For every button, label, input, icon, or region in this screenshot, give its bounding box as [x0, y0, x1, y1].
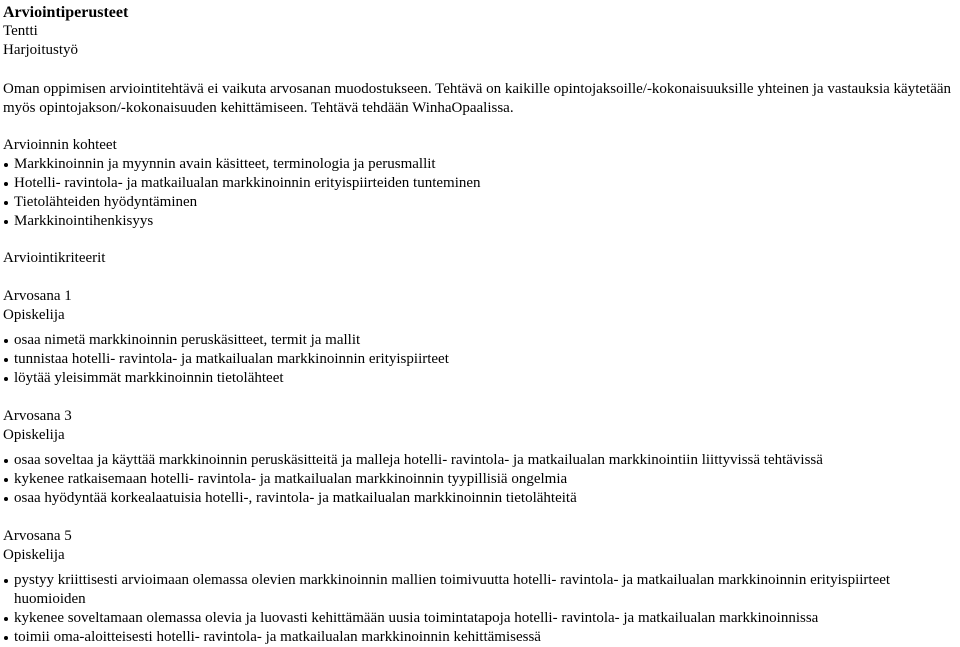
grade5-subject: Opiskelija — [3, 547, 65, 563]
page-title: Arviointiperusteet — [3, 4, 129, 21]
document-page — [3, 3, 958, 647]
list-item: pystyy kriittisesti arvioimaan olemassa olevien markkinoinnin mallien toimivuutta hotelli- ravintola- ja matkailualan markkinoinnin erityispiirteet huomioiden — [3, 571, 958, 609]
criteria-heading: Arviointikriteerit — [3, 250, 106, 266]
grade1-subject: Opiskelija — [3, 307, 65, 323]
assessment-method-exam: Tentti — [3, 23, 38, 39]
grade1-heading: Arvosana 1 — [3, 288, 72, 304]
list-item: Markkinoinnin ja myynnin avain käsitteet, terminologia ja perusmallit — [3, 155, 958, 174]
list-item: tunnistaa hotelli- ravintola- ja matkailualan markkinoinnin erityispiirteet — [3, 350, 958, 369]
grade5-heading: Arvosana 5 — [3, 528, 72, 544]
grade3-heading: Arvosana 3 — [3, 408, 72, 424]
assessment-method-assignment: Harjoitustyö — [3, 42, 78, 58]
grade3-list — [3, 451, 958, 508]
list-item: kykenee soveltamaan olemassa olevia ja luovasti kehittämään uusia toimintatapoja hotelli- ravintola- ja matkailualan markkinoinnissa — [3, 609, 958, 628]
targets-heading: Arvioinnin kohteet — [3, 137, 117, 153]
grade1-list — [3, 331, 958, 388]
targets-list — [3, 155, 958, 231]
list-item: Hotelli- ravintola- ja matkailualan markkinoinnin erityispiirteiden tunteminen — [3, 174, 958, 193]
list-item: osaa nimetä markkinoinnin peruskäsitteet, termit ja mallit — [3, 331, 958, 350]
list-item: osaa hyödyntää korkealaatuisia hotelli-, ravintola- ja matkailualan markkinoinnin tietolähteitä — [3, 489, 958, 508]
grade3-subject: Opiskelija — [3, 427, 65, 443]
intro-paragraph: Oman oppimisen arviointitehtävä ei vaikuta arvosanan muodostukseen. Tehtävä on kaikille opintojaksoille/-kokonaisuuksille yhteinen ja vastauksia käytetään myös opintojakson/-kokonaisuuden kehittämiseen. Tehtävä tehdään WinhaOpaalissa. — [3, 81, 952, 116]
list-item: Markkinointihenkisyys — [3, 212, 958, 231]
list-item: Tietolähteiden hyödyntäminen — [3, 193, 958, 212]
list-item: löytää yleisimmät markkinoinnin tietolähteet — [3, 369, 958, 388]
list-item: toimii oma-aloitteisesti hotelli- ravintola- ja matkailualan markkinoinnin kehittämisessä — [3, 628, 958, 647]
list-item: kykenee ratkaisemaan hotelli- ravintola- ja matkailualan markkinoinnin tyypillisiä ongelmia — [3, 470, 958, 489]
list-item: osaa soveltaa ja käyttää markkinoinnin peruskäsitteitä ja malleja hotelli- ravintola- ja matkailualan markkinointiin liittyvissä tehtävissä — [3, 451, 958, 470]
